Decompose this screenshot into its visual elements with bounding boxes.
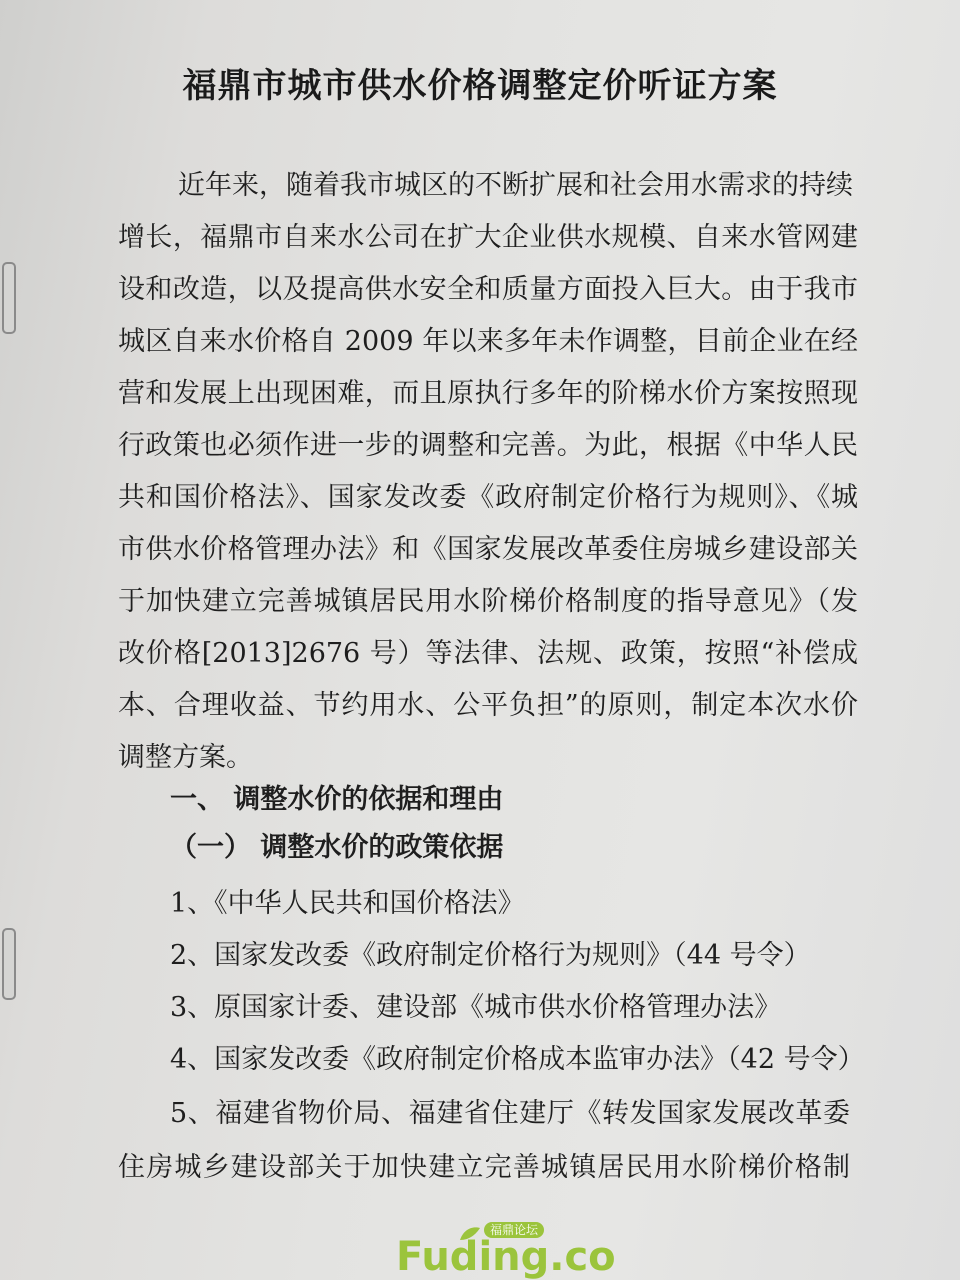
paragraph-line: 城区自来水价格自 2009 年以来多年未作调整，目前企业在经: [118, 326, 858, 357]
paragraph-line: 营和发展上出现困难，而且原执行多年的阶梯水价方案按照现: [118, 378, 858, 409]
list-item: 2、国家发改委《政府制定价格行为规则》（44 号令）: [170, 940, 811, 971]
list-item: 4、国家发改委《政府制定价格成本监审办法》（42 号令）: [170, 1044, 865, 1075]
list-item: 3、原国家计委、建设部《城市供水价格管理办法》: [170, 992, 782, 1023]
section-heading: 一、 调整水价的依据和理由: [170, 784, 504, 815]
list-item: 住房城乡建设部关于加快建立完善城镇居民用水阶梯价格制: [118, 1152, 850, 1183]
paragraph-line: 增长，福鼎市自来水公司在扩大企业供水规模、自来水管网建: [118, 222, 858, 253]
binding-hole-top: [2, 262, 16, 334]
paragraph-line: 本、合理收益、节约用水、公平负担”的原则，制定本次水价: [118, 690, 858, 721]
subsection-heading: （一） 调整水价的政策依据: [170, 832, 504, 863]
watermark-badge: 福鼎论坛: [484, 1222, 544, 1238]
list-item: 5、福建省物价局、福建省住建厅《转发国家发展改革委: [170, 1098, 850, 1129]
paragraph-line: 近年来，随着我市城区的不断扩展和社会用水需求的持续: [178, 170, 853, 201]
paragraph-line: 设和改造，以及提高供水安全和质量方面投入巨大。由于我市: [118, 274, 858, 305]
paragraph-line: 于加快建立完善城镇居民用水阶梯价格制度的指导意见》（发: [118, 586, 858, 617]
paragraph-line: 调整方案。: [118, 742, 253, 773]
paragraph-line: 市供水价格管理办法》和《国家发展改革委住房城乡建设部关: [118, 534, 858, 565]
paragraph-line: 行政策也必须作进一步的调整和完善。为此，根据《中华人民: [118, 430, 858, 461]
list-item: 1、《中华人民共和国价格法》: [170, 888, 525, 919]
document-title: 福鼎市城市供水价格调整定价听证方案: [182, 66, 778, 106]
paragraph-line: 改价格[2013]2676 号）等法律、法规、政策，按照“补偿成: [118, 638, 858, 669]
paragraph-line: 共和国价格法》、国家发改委《政府制定价格行为规则》、《城: [118, 482, 858, 513]
watermark-text: Fuding.co: [396, 1234, 616, 1280]
binding-hole-bottom: [2, 928, 16, 1000]
site-watermark: [388, 1222, 616, 1280]
